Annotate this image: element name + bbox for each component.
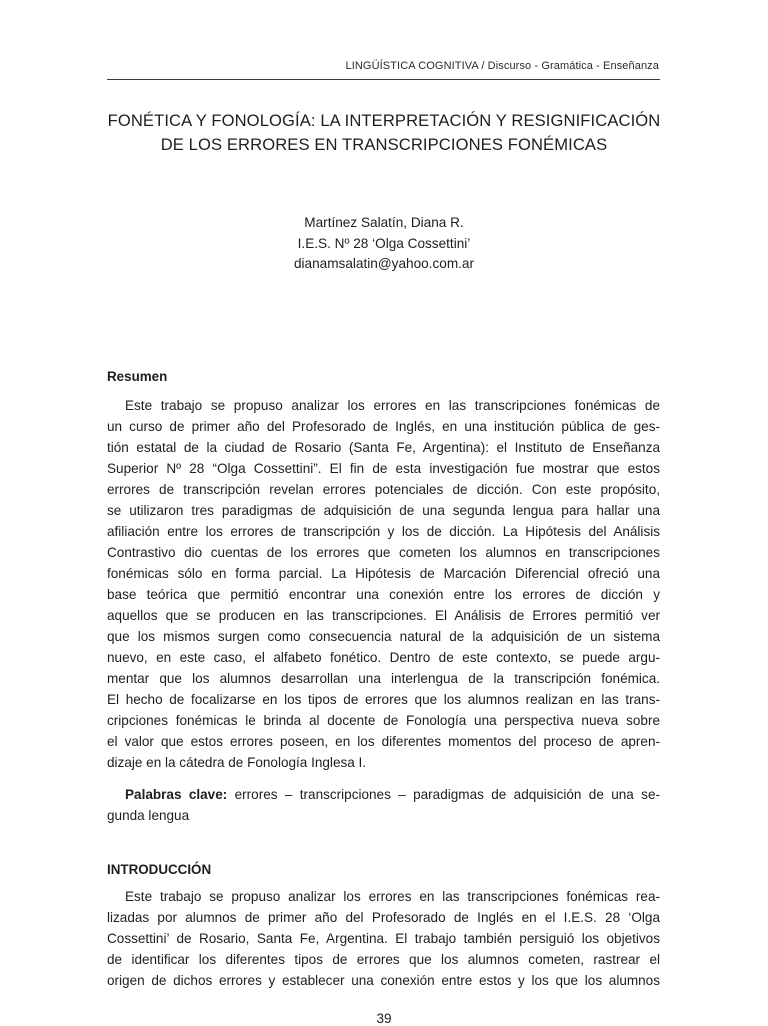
author-name: Martínez Salatín, Diana R. [304,215,464,230]
abstract-line: el valor que estos errores poseen, en los diferentes momentos del proceso de apren- [107,734,660,749]
keywords-line-2: gunda lengua [107,808,190,823]
abstract-line: fonémicas sólo en forma parcial. La Hipótesis de Marcación Diferencial ofreció una [107,566,660,581]
abstract-line: que los mismos surgen como consecuencia natural de la adquisición de un sistema [107,629,660,644]
keywords-label: Palabras clave: [125,787,228,802]
abstract-line: El hecho de focalizarse en los tipos de errores que los alumnos realizan en las trans- [107,692,660,707]
author-affiliation: I.E.S. Nº 28 ‘Olga Cossettini’ [297,235,471,251]
intro-line: lizadas por alumnos de primer año del Profesorado de Inglés en el I.E.S. 28 ‘Olga [107,910,660,925]
intro-line: Este trabajo se propuso analizar los errores en las transcripciones fonémicas rea- [125,889,660,904]
header-rule [107,79,660,80]
abstract-heading: Resumen [107,369,168,384]
abstract-line: base teórica que permitió encontrar una conexión entre los errores de dicción y [107,587,660,602]
abstract-line: errores de transcripción revelan errores potenciales de dicción. Con este propósito, [107,482,660,497]
abstract-line: afiliación entre los errores de transcripción y los de dicción. La Hipótesis del Análisis [107,524,660,539]
abstract-line: dizaje en la cátedra de Fonología Inglesa I. [107,755,367,770]
page-number: 39 [376,1011,392,1026]
keywords-text-1: errores – transcripciones – paradigmas de adquisición de una se- [234,787,660,802]
running-header: LINGÜÍSTICA COGNITIVA / Discurso - Gramática - Enseñanza [345,60,659,72]
abstract-line: Este trabajo se propuso analizar los errores en las transcripciones fonémicas de [125,398,660,413]
abstract-line: Contrastivo dio cuentas de los errores que cometen los alumnos en transcripciones [107,545,660,560]
abstract-line: se utilizaron tres paradigmas de adquisición de una segunda lengua para hallar una [107,503,660,518]
intro-line: origen de dichos errores y establecer una conexión entre estos y los que los alumnos [107,973,660,988]
abstract-line: tión estatal de la ciudad de Rosario (Santa Fe, Argentina): el Instituto de Enseñanza [107,440,660,455]
abstract-line: nuevo, en este caso, el alfabeto fonético. Dentro de este contexto, se puede argu- [107,650,660,665]
title-line-2: DE LOS ERRORES EN TRANSCRIPCIONES FONÉMICAS [160,135,608,154]
paper-title [80,109,688,157]
title-line-1: FONÉTICA Y FONOLOGÍA: LA INTERPRETACIÓN Y RESIGNIFICACIÓN [107,111,661,130]
abstract-line: Superior Nº 28 “Olga Cossettini”. El fin de esta investigación fue mostrar que estos [107,461,660,476]
intro-line: Cossettini’ de Rosario, Santa Fe, Argentina. El trabajo también persiguió los objetivos [107,931,660,946]
abstract-line: cripciones fonémicas le brinda al docente de Fonología una perspectiva nueva sobre [107,713,660,728]
author-block [180,213,588,275]
introduction-heading: INTRODUCCIÓN [107,862,212,877]
abstract-line: mentar que los alumnos desarrollan una interlengua de la transcripción fonémica. [107,671,660,686]
abstract-line: un curso de primer año del Profesorado de Inglés, en una institución pública de ges- [107,419,660,434]
abstract-line: aquellos que se producen en las transcripciones. El Análisis de Errores permitió ver [107,608,660,623]
abstract-body [107,395,660,773]
introduction-body [107,886,660,991]
intro-line: de identificar los diferentes tipos de errores que los alumnos cometen, rastrear el [107,952,660,967]
author-email: dianamsalatin@yahoo.com.ar [293,256,475,271]
keywords-block [107,784,660,826]
keywords-line-1 [107,784,660,805]
